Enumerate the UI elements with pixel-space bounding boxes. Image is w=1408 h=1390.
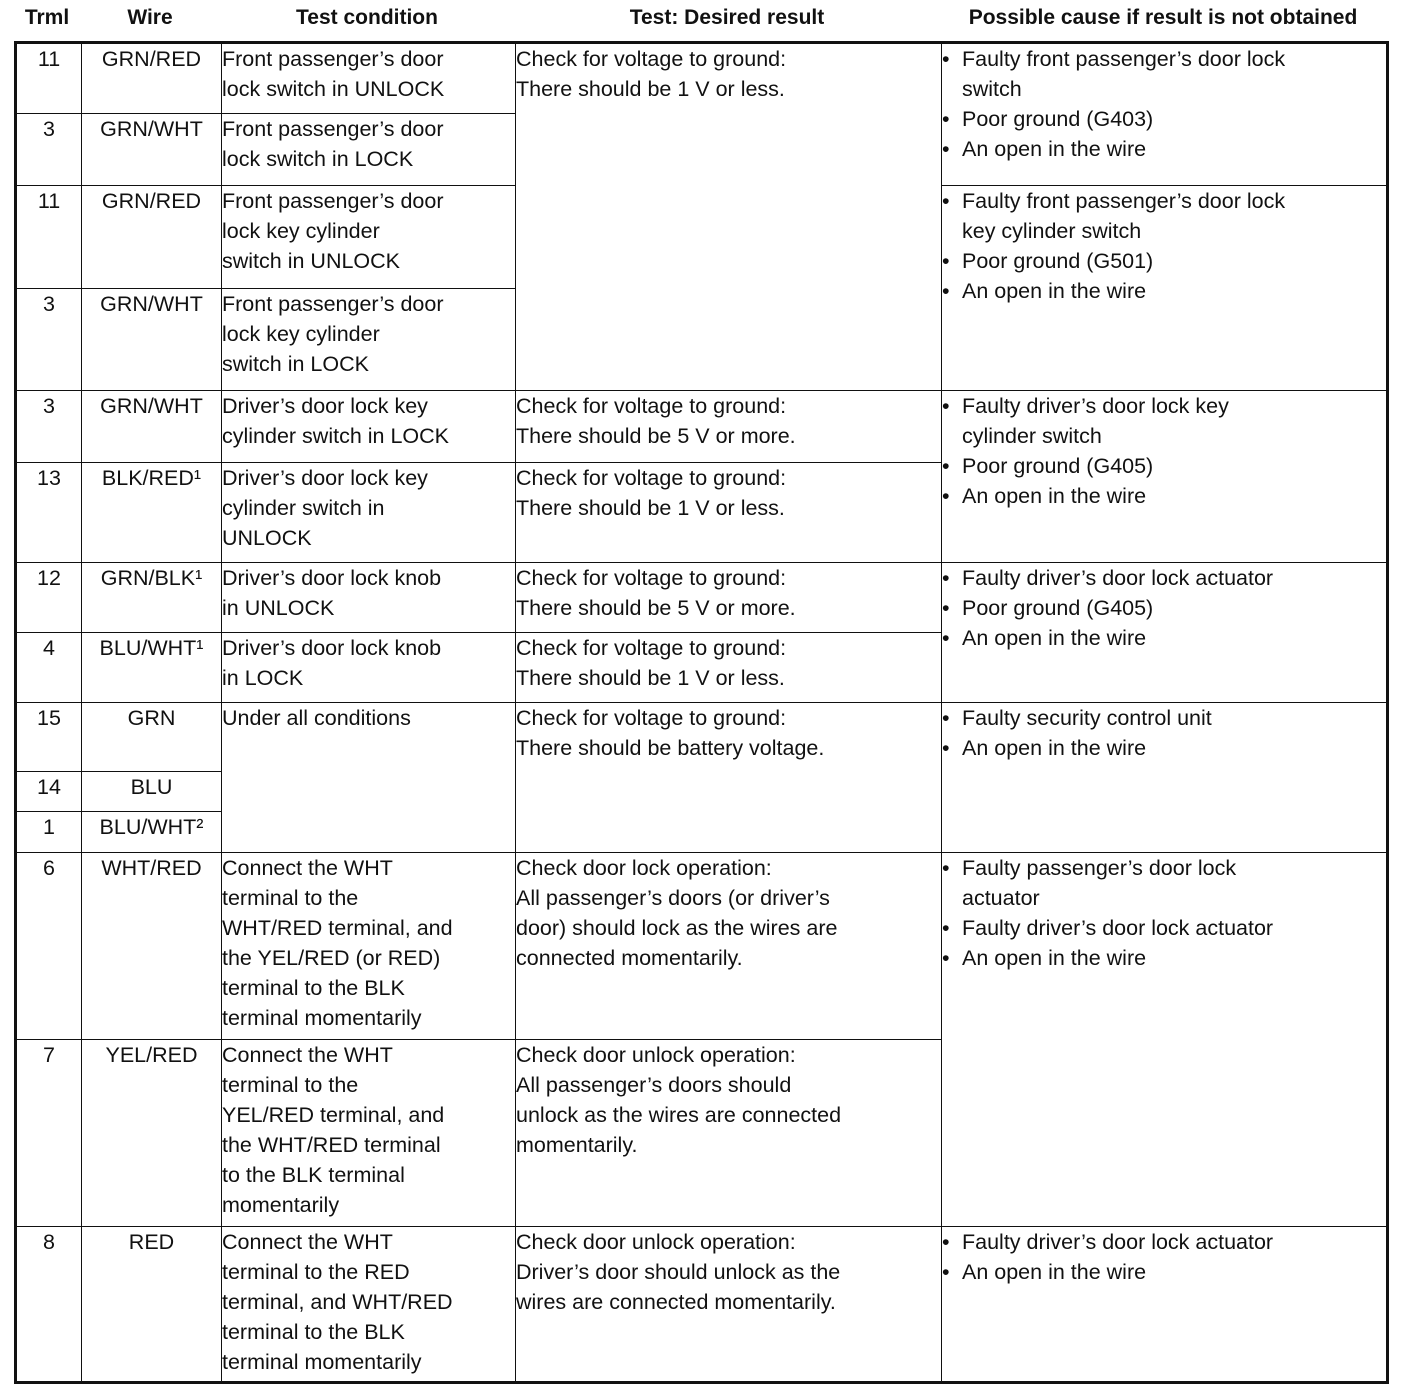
condition-line: Driver’s door lock knob	[222, 636, 442, 661]
trml-cell: 8	[16, 1226, 82, 1382]
header-desired-result: Test: Desired result	[629, 6, 825, 29]
trml-cell: 15	[16, 703, 82, 771]
result-line: Check for voltage to ground:	[516, 393, 787, 418]
condition-line: in LOCK	[222, 666, 304, 691]
condition-line: lock key cylinder	[222, 219, 380, 244]
trml-cell: 4	[16, 633, 82, 703]
result-line: Check for voltage to ground:	[516, 465, 787, 490]
cause-cell	[942, 852, 1388, 1226]
condition-cell	[222, 703, 516, 852]
condition-line: terminal, and WHT/RED	[222, 1289, 453, 1314]
condition-line: Front passenger’s door	[222, 189, 444, 214]
condition-line: Under all conditions	[222, 706, 411, 731]
trml-cell: 12	[16, 563, 82, 633]
condition-line: lock switch in LOCK	[222, 147, 414, 172]
cause-item: • Faulty passenger’s door lock actuator	[942, 853, 1386, 913]
wire-cell: GRN/WHT	[82, 114, 222, 186]
table-row	[16, 563, 1388, 633]
cause-item: • An open in the wire	[942, 733, 1386, 763]
wire-cell: BLU/WHT¹	[82, 633, 222, 703]
condition-line: to the BLK terminal	[222, 1163, 405, 1188]
condition-line: cylinder switch in	[222, 495, 385, 520]
cause-list	[942, 391, 1386, 511]
condition-line: terminal to the RED	[222, 1259, 410, 1284]
condition-line: Front passenger’s door	[222, 291, 444, 316]
cause-item: • Poor ground (G403)	[942, 104, 1386, 134]
condition-line: terminal to the BLK	[222, 1319, 405, 1344]
condition-cell	[222, 186, 516, 288]
condition-line: Connect the WHT	[222, 855, 393, 880]
condition-cell	[222, 462, 516, 562]
cause-item: • Poor ground (G405)	[942, 593, 1386, 623]
trml-cell: 13	[16, 462, 82, 562]
condition-line: Driver’s door lock key	[222, 393, 428, 418]
table-row	[16, 703, 1388, 771]
result-line: There should be battery voltage.	[516, 736, 825, 761]
cause-item: • An open in the wire	[942, 276, 1386, 306]
result-line: There should be 1 V or less.	[516, 495, 785, 520]
condition-line: terminal to the	[222, 1073, 359, 1098]
cause-item: • Faulty front passenger’s door lock key cylinder switch	[942, 186, 1386, 246]
condition-line: terminal to the	[222, 885, 359, 910]
result-line: All passenger’s doors (or driver’s	[516, 885, 830, 910]
cause-item: • Faulty driver’s door lock key cylinder switch	[942, 391, 1386, 451]
table-row	[16, 43, 1388, 114]
result-cell	[516, 1226, 942, 1382]
condition-cell	[222, 114, 516, 186]
condition-line: the YEL/RED (or RED)	[222, 945, 441, 970]
condition-cell	[222, 852, 516, 1039]
trml-cell: 6	[16, 852, 82, 1039]
condition-line: the WHT/RED terminal	[222, 1133, 441, 1158]
cause-item: • An open in the wire	[942, 134, 1386, 164]
trml-cell: 3	[16, 288, 82, 390]
condition-line: Front passenger’s door	[222, 117, 444, 142]
result-line: Check for voltage to ground:	[516, 566, 787, 591]
cause-list	[942, 703, 1386, 763]
trml-cell: 3	[16, 114, 82, 186]
cause-item: • An open in the wire	[942, 1257, 1386, 1287]
cause-item: • Poor ground (G405)	[942, 451, 1386, 481]
condition-line: lock switch in UNLOCK	[222, 77, 445, 101]
condition-line: cylinder switch in LOCK	[222, 423, 450, 448]
wire-cell: BLU/WHT²	[82, 811, 222, 852]
condition-cell	[222, 1226, 516, 1382]
condition-line: UNLOCK	[222, 525, 312, 550]
header-wire: Wire	[127, 6, 173, 29]
condition-cell	[222, 288, 516, 390]
result-line: There should be 5 V or more.	[516, 596, 796, 621]
condition-line: terminal momentarily	[222, 1349, 422, 1374]
trml-cell: 7	[16, 1040, 82, 1226]
wire-cell: GRN/WHT	[82, 390, 222, 462]
cause-list	[942, 1227, 1386, 1287]
condition-cell	[222, 43, 516, 114]
result-cell	[516, 462, 942, 562]
table-row	[16, 852, 1388, 1039]
condition-line: Connect the WHT	[222, 1043, 393, 1068]
table-row	[16, 1226, 1388, 1382]
wire-cell: YEL/RED	[82, 1040, 222, 1226]
result-line: wires are connected momentarily.	[516, 1289, 836, 1314]
result-cell	[516, 390, 942, 462]
result-line: There should be 5 V or more.	[516, 423, 796, 448]
wire-cell: GRN/WHT	[82, 288, 222, 390]
result-line: There should be 1 V or less.	[516, 666, 785, 691]
cause-list	[942, 44, 1386, 164]
cause-item: • An open in the wire	[942, 623, 1386, 653]
cause-cell	[942, 1226, 1388, 1382]
condition-cell	[222, 563, 516, 633]
table-row	[16, 390, 1388, 462]
wire-cell: RED	[82, 1226, 222, 1382]
condition-line: lock key cylinder	[222, 321, 380, 346]
result-cell	[516, 703, 942, 852]
result-line: Check door unlock operation:	[516, 1043, 796, 1068]
cause-item: • An open in the wire	[942, 481, 1386, 511]
cause-item: • Faulty front passenger’s door lock switch	[942, 44, 1386, 104]
test-table	[14, 41, 1389, 1384]
wire-cell: GRN/RED	[82, 186, 222, 288]
result-cell	[516, 1040, 942, 1226]
condition-line: YEL/RED terminal, and	[222, 1103, 445, 1128]
cause-list	[942, 853, 1386, 973]
wire-cell: GRN/RED	[82, 43, 222, 114]
trml-cell: 11	[16, 186, 82, 288]
trml-cell: 3	[16, 390, 82, 462]
cause-item: • Poor ground (G501)	[942, 246, 1386, 276]
header-possible-cause: Possible cause if result is not obtained	[968, 6, 1358, 29]
condition-line: Driver’s door lock knob	[222, 566, 442, 591]
result-line: There should be 1 V or less.	[516, 77, 785, 101]
condition-cell	[222, 1040, 516, 1226]
trml-cell: 1	[16, 811, 82, 852]
result-line: door) should lock as the wires are	[516, 915, 838, 940]
result-cell	[516, 852, 942, 1039]
condition-line: Front passenger’s door	[222, 47, 444, 71]
condition-line: WHT/RED terminal, and	[222, 915, 453, 940]
cause-item: • Faulty driver’s door lock actuator	[942, 913, 1386, 943]
trml-cell: 11	[16, 43, 82, 114]
cause-list	[942, 186, 1386, 306]
result-line: Check for voltage to ground:	[516, 706, 787, 731]
cause-list	[942, 563, 1386, 653]
result-line: Check door lock operation:	[516, 855, 772, 880]
cause-cell	[942, 43, 1388, 186]
wire-cell: GRN/BLK¹	[82, 563, 222, 633]
cause-cell	[942, 563, 1388, 703]
result-line: Check for voltage to ground:	[516, 47, 787, 71]
condition-line: momentarily	[222, 1193, 340, 1218]
header-test-condition: Test condition	[296, 6, 438, 29]
result-line: Check door unlock operation:	[516, 1229, 796, 1254]
condition-line: terminal to the BLK	[222, 975, 405, 1000]
result-line: All passenger’s doors should	[516, 1073, 792, 1098]
result-cell	[516, 43, 942, 391]
condition-cell	[222, 633, 516, 703]
result-line: momentarily.	[516, 1133, 638, 1158]
result-cell	[516, 563, 942, 633]
wire-cell: BLK/RED¹	[82, 462, 222, 562]
cause-cell	[942, 390, 1388, 562]
condition-line: in UNLOCK	[222, 596, 335, 621]
result-cell	[516, 633, 942, 703]
condition-cell	[222, 390, 516, 462]
condition-line: switch in UNLOCK	[222, 249, 401, 274]
result-line: unlock as the wires are connected	[516, 1103, 842, 1128]
condition-line: Driver’s door lock key	[222, 465, 428, 490]
wire-cell: WHT/RED	[82, 852, 222, 1039]
condition-line: Connect the WHT	[222, 1229, 393, 1254]
condition-line: terminal momentarily	[222, 1005, 422, 1030]
cause-item: • Faulty driver’s door lock actuator	[942, 1227, 1386, 1257]
cause-item: • Faulty driver’s door lock actuator	[942, 563, 1386, 593]
cause-cell	[942, 703, 1388, 852]
wire-cell: GRN	[82, 703, 222, 771]
header-trml: Trml	[24, 6, 70, 29]
wire-cell: BLU	[82, 771, 222, 811]
result-line: connected momentarily.	[516, 945, 743, 970]
result-line: Check for voltage to ground:	[516, 636, 787, 661]
result-line: Driver’s door should unlock as the	[516, 1259, 841, 1284]
cause-item: • Faulty security control unit	[942, 703, 1386, 733]
cause-cell	[942, 186, 1388, 390]
cause-item: • An open in the wire	[942, 943, 1386, 973]
condition-line: switch in LOCK	[222, 351, 369, 376]
trml-cell: 14	[16, 771, 82, 811]
